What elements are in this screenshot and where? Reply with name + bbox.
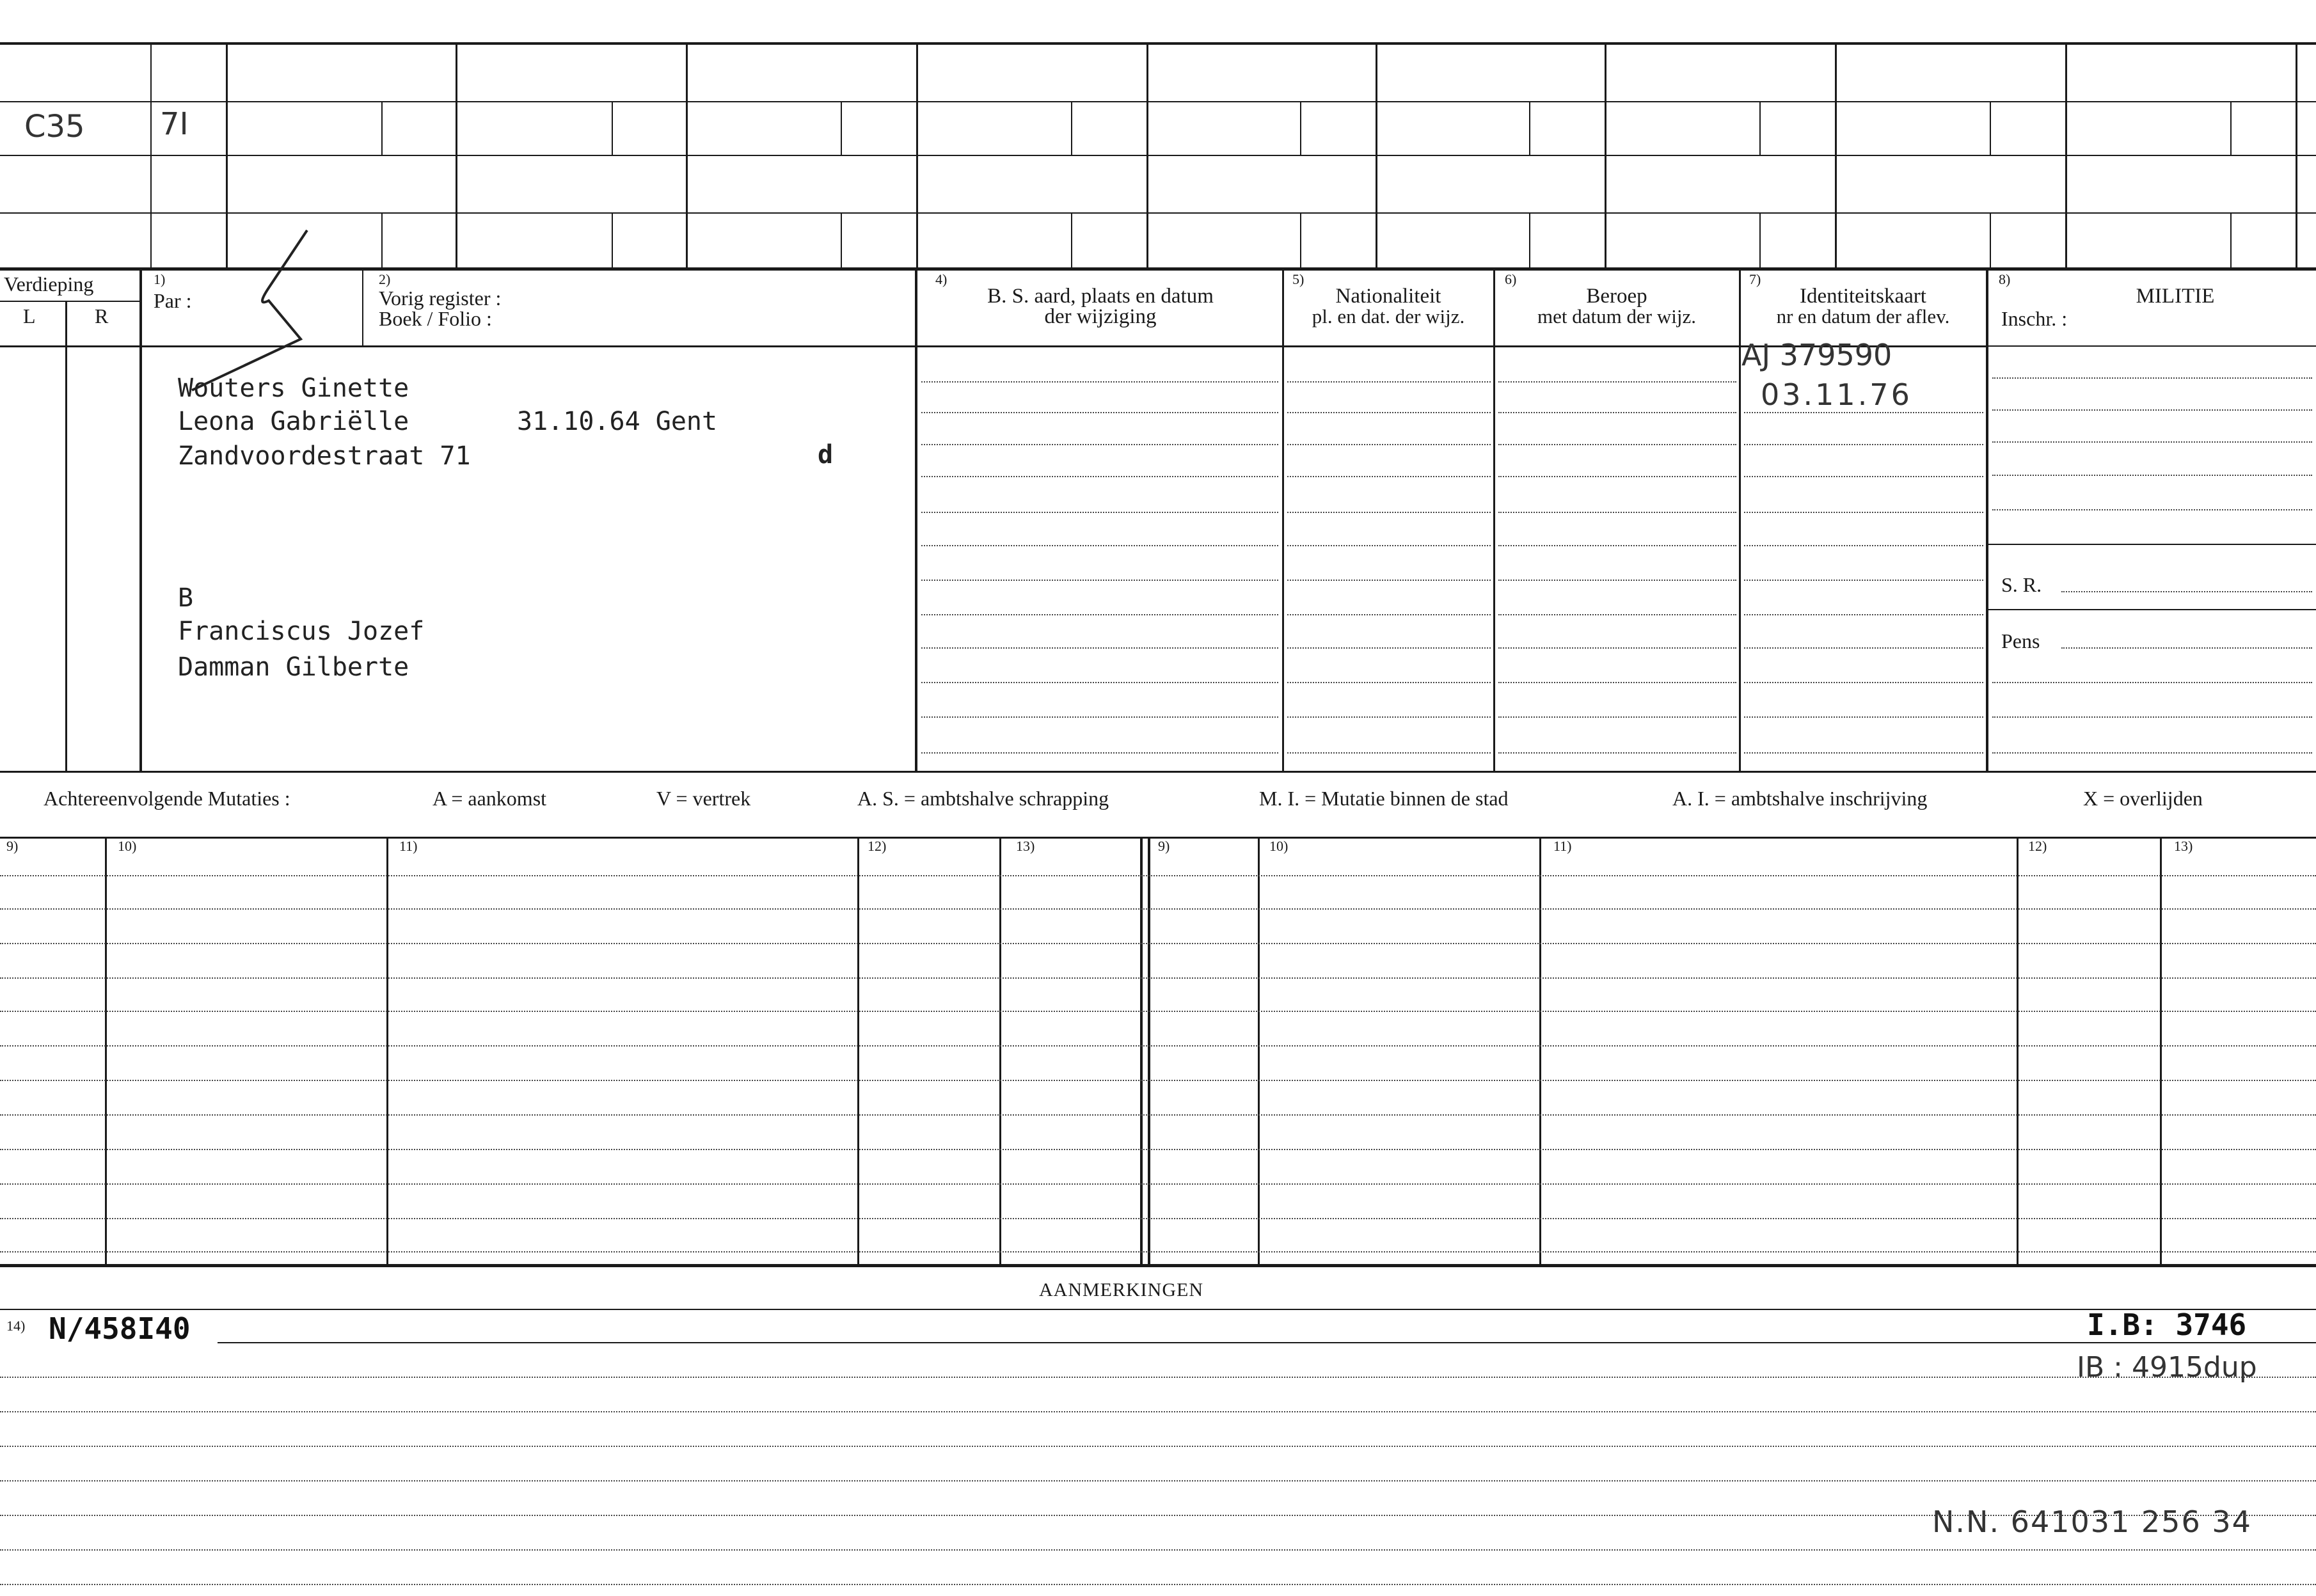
col1-number: 1)	[154, 271, 166, 287]
col6-number: 6)	[1505, 271, 1517, 287]
militie-title: MILITIE	[2136, 285, 2215, 308]
id-card-number: AJ 379590	[1741, 338, 1892, 372]
id-card-date: 03.11.76	[1761, 377, 1912, 412]
person-birth: 31.10.64 Gent	[517, 407, 718, 436]
parent-code: B	[178, 583, 194, 613]
ib-number-2: IB : 4915dup	[2077, 1351, 2257, 1384]
person-address: Zandvoordestraat 71	[178, 441, 471, 471]
national-number: N.N. 641031 256 34	[1932, 1505, 2252, 1539]
col5-line1: Nationaliteit	[1335, 285, 1441, 308]
legend-mi: M. I. = Mutatie binnen de stad	[1259, 787, 1509, 810]
mut-col-12: 12)	[868, 838, 887, 854]
mut-col-10: 10)	[118, 838, 137, 854]
col5-line2: pl. en dat. der wijz.	[1312, 305, 1465, 328]
mut-col-13b: 13)	[2174, 838, 2193, 854]
legend-as: A. S. = ambtshalve schrapping	[857, 787, 1109, 810]
militie-inschr-label: Inschr. :	[2001, 307, 2068, 330]
mut-col-12b: 12)	[2028, 838, 2047, 854]
col2-number: 2)	[379, 271, 391, 287]
person-surname-firstname: Wouters Ginette	[178, 374, 409, 403]
mut-col-10b: 10)	[1269, 838, 1289, 854]
legend-a: A = aankomst	[432, 787, 547, 810]
col2-line2: Boek / Folio :	[379, 307, 492, 330]
floor-r-label: R	[95, 304, 109, 328]
col2-line1: Vorig register :	[379, 287, 502, 310]
person-flag: d	[818, 440, 834, 470]
col4-line1: B. S. aard, plaats en datum	[987, 285, 1214, 308]
floor-l-label: L	[23, 304, 36, 328]
militie-pens-label: Pens	[2001, 629, 2040, 652]
col6-line1: Beroep	[1586, 285, 1647, 308]
legend-title: Achtereenvolgende Mutaties :	[44, 787, 290, 810]
col5-number: 5)	[1292, 271, 1305, 287]
father-name: Franciscus Jozef	[178, 617, 425, 646]
house-number: 7I	[160, 106, 189, 142]
col7-line1: Identiteitskaart	[1800, 285, 1926, 308]
legend-v: V = vertrek	[656, 787, 751, 810]
mut-col-9b: 9)	[1158, 838, 1170, 854]
col6-line2: met datum der wijz.	[1537, 305, 1696, 328]
verdieping-label: Verdieping	[4, 273, 94, 296]
col7-line2: nr en datum der aflev.	[1776, 305, 1950, 328]
col1-label: Par :	[154, 289, 192, 312]
col4-number: 4)	[935, 271, 948, 287]
mut-col-11b: 11)	[1553, 838, 1572, 854]
remarks-code: N/458I40	[49, 1311, 191, 1346]
ib-number-1: I.B: 3746	[2087, 1308, 2247, 1342]
mut-col-13: 13)	[1016, 838, 1035, 854]
col4-line2: der wijziging	[1044, 305, 1157, 328]
col7-number: 7)	[1749, 271, 1761, 287]
remarks-title: AANMERKINGEN	[1039, 1279, 1203, 1300]
mut-col-11: 11)	[399, 838, 418, 854]
handwritten-mark	[186, 224, 313, 403]
mother-name: Damman Gilberte	[178, 652, 409, 682]
remarks-number: 14)	[6, 1318, 26, 1334]
person-middle-names: Leona Gabriëlle	[178, 407, 409, 436]
legend-x: X = overlijden	[2083, 787, 2203, 810]
house-code: C35	[24, 109, 85, 145]
col8-number: 8)	[1999, 271, 2011, 287]
mut-col-9: 9)	[6, 838, 19, 854]
militie-sr-label: S. R.	[2001, 573, 2042, 596]
legend-ai: A. I. = ambtshalve inschrijving	[1672, 787, 1928, 810]
